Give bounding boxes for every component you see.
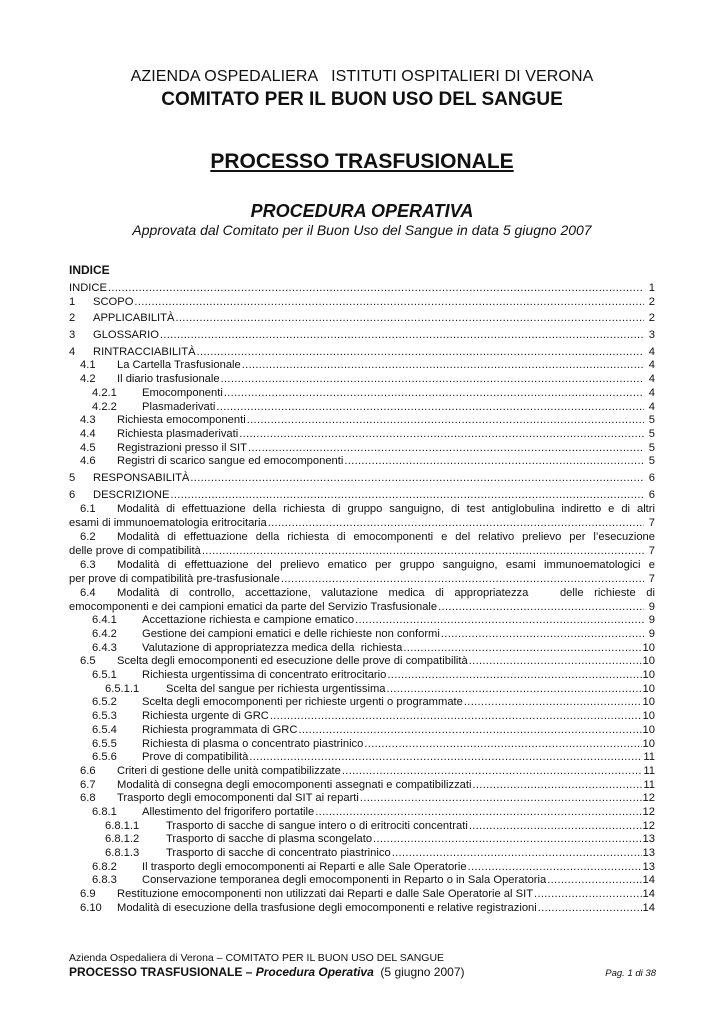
- toc-entry-page: 10: [642, 710, 655, 723]
- approval-note: Approvata dal Comitato per il Buon Uso del Sangue in data 5 giugno 2007: [132, 222, 592, 238]
- toc-entry[interactable]: [69, 833, 655, 847]
- footer-organization: Azienda Ospedaliera di Verona – COMITATO PER IL BUON USO DEL SANGUE: [69, 952, 445, 964]
- toc-entry-page: 5: [648, 427, 655, 440]
- toc-entry-number: 4.4: [80, 427, 96, 440]
- toc-entry-text: Allestimento del frigorifero portatile: [142, 805, 315, 818]
- toc-entry-text: Plasmaderivati: [142, 400, 216, 413]
- toc-entry[interactable]: [69, 455, 655, 469]
- toc-entry-number: 6.8.3: [92, 874, 117, 887]
- toc-entry-number: 1: [69, 295, 76, 308]
- toc-entry-page: 11: [643, 764, 655, 777]
- toc-entry-number: 4: [69, 345, 76, 358]
- toc-entry-number: 4.6: [80, 455, 96, 468]
- toc-entry-number: 6.5.5: [92, 737, 117, 750]
- toc-entry-number: 6.8.1.1: [105, 819, 140, 832]
- toc-entry-page: 4: [648, 386, 655, 399]
- toc-entry-number: 6.7: [80, 778, 96, 791]
- toc-entry-number: 6.4.2: [92, 628, 117, 640]
- toc-entry[interactable]: [69, 312, 655, 326]
- toc-entry-text: Richiesta urgente di GRC: [142, 710, 269, 723]
- toc-entry[interactable]: [69, 655, 655, 669]
- footer-doc-type: Procedura Operativa: [255, 965, 374, 979]
- toc-entry-text: APPLICABILITÀ: [93, 312, 175, 325]
- toc-entry-page: 12: [642, 792, 655, 805]
- toc-entry-text-cont: emocomponenti e dei campioni ematici da parte del Servizio Trasfusionale: [69, 601, 438, 614]
- toc-entry-text: DESCRIZIONE: [93, 488, 170, 501]
- toc-entry[interactable]: [69, 738, 655, 752]
- toc-entry-text: Trasporto di sacche di concentrato piastrinico: [166, 847, 391, 859]
- toc-entry[interactable]: [69, 329, 655, 343]
- toc-entry-text: Trasporto degli emocomponenti dal SIT ai reparti: [117, 792, 359, 805]
- toc-entry-page: 10: [642, 696, 655, 709]
- toc-entry-page: 13: [642, 833, 655, 846]
- toc-entry-text: Richiesta programmata di GRC: [142, 723, 298, 736]
- toc-entry-text: La Cartella Trasfusionale: [117, 359, 241, 372]
- toc-entry-number: 6.5.1.1: [105, 682, 140, 695]
- toc-entry-page: 10: [642, 737, 655, 750]
- toc-entry-text: Accettazione richiesta e campione ematico: [142, 614, 355, 627]
- footer-doc-title: PROCESSO TRASFUSIONALE –: [69, 965, 256, 979]
- toc-entry[interactable]: [69, 642, 655, 656]
- toc-entry-text: Scelta degli emocomponenti ed esecuzione delle prove di compatibilità: [117, 655, 468, 668]
- toc-entry[interactable]: [69, 628, 655, 642]
- toc-entry[interactable]: [69, 683, 655, 697]
- toc-entry-number: 4.5: [80, 441, 96, 454]
- toc-entry-number: 6.5.2: [92, 696, 117, 709]
- toc-entry[interactable]: [69, 296, 655, 310]
- toc-entry-number: 2: [69, 312, 76, 325]
- toc-entry-text: Modalità di consegna degli emocomponenti assegnati e compatibilizzati: [117, 778, 472, 791]
- index-heading: INDICE: [69, 263, 110, 277]
- toc-entry-page: 4: [648, 345, 655, 358]
- toc-entry[interactable]: [69, 669, 655, 683]
- footer-document-line: [69, 965, 656, 979]
- toc-entry-page: 9: [648, 614, 655, 627]
- toc-entry-text: Criteri di gestione delle unità compatibilizzate: [117, 764, 341, 777]
- toc-entry[interactable]: [69, 282, 655, 296]
- toc-entry[interactable]: [69, 442, 655, 456]
- toc-entry[interactable]: [69, 359, 655, 373]
- table-of-contents: [69, 282, 655, 915]
- toc-entry-text: Richiesta di plasma o concentrato piastrinico: [142, 737, 364, 750]
- toc-entry-text: Gestione dei campioni ematici e delle richieste non conformi: [142, 628, 440, 640]
- toc-entry-text: Conservazione temporanea degli emocomponenti in Reparto o in Sala Operatoria: [142, 874, 547, 887]
- toc-entry-text: RESPONSABILITÀ: [93, 471, 190, 484]
- toc-entry[interactable]: [69, 751, 655, 765]
- committee-header: COMITATO PER IL BUON USO DEL SANGUE: [161, 89, 563, 110]
- toc-entry-text: INDICE: [69, 282, 107, 294]
- toc-entry[interactable]: [69, 586, 655, 614]
- toc-entry[interactable]: [69, 387, 655, 401]
- toc-entry[interactable]: [69, 472, 655, 486]
- toc-entry-page: 7: [648, 517, 655, 530]
- footer-date: (5 giugno 2007): [373, 965, 465, 979]
- toc-entry[interactable]: [69, 779, 655, 793]
- toc-entry-page: 13: [642, 860, 655, 873]
- toc-entry-number: 6.3: [80, 559, 96, 572]
- toc-entry-page: 1: [648, 282, 655, 294]
- toc-entry[interactable]: [69, 373, 655, 387]
- toc-entry-text: Il trasporto degli emocomponenti ai Reparti e alle Sale Operatorie: [142, 860, 467, 873]
- toc-entry[interactable]: [69, 724, 655, 738]
- toc-entry-text: Emocomponenti: [142, 386, 223, 399]
- toc-entry-page: 4: [648, 373, 655, 386]
- toc-entry-number: 6.4: [80, 587, 96, 600]
- toc-entry[interactable]: [69, 765, 655, 779]
- toc-entry-number: 3: [69, 329, 76, 342]
- toc-entry-number: 6.5.6: [92, 751, 117, 764]
- toc-entry-page: 14: [642, 888, 655, 901]
- toc-entry[interactable]: [69, 428, 655, 442]
- toc-entry[interactable]: [69, 874, 655, 888]
- toc-entry-text: Modalità di effettuazione della richiesta di gruppo sanguigno, di test antiglobulina indiretto e di altri: [117, 503, 655, 516]
- toc-entry-page: 10: [642, 641, 655, 654]
- toc-entry[interactable]: [69, 530, 655, 558]
- toc-entry-page: 4: [648, 400, 655, 413]
- toc-entry[interactable]: [69, 614, 655, 628]
- toc-entry[interactable]: [69, 558, 655, 586]
- toc-entry-page: 13: [642, 847, 655, 859]
- toc-entry[interactable]: [69, 489, 655, 503]
- toc-entry-number: 4.2.2: [92, 400, 117, 413]
- toc-entry[interactable]: [69, 696, 655, 710]
- toc-entry-page: 14: [642, 901, 655, 914]
- toc-entry-number: 4.3: [80, 414, 96, 427]
- toc-entry-page: 6: [648, 471, 655, 484]
- toc-entry-number: 6.5: [80, 655, 96, 668]
- toc-entry-number: 6.6: [80, 764, 96, 777]
- toc-entry-text: Valutazione di appropriatezza medica della richiesta: [142, 641, 403, 654]
- toc-entry[interactable]: [69, 414, 655, 428]
- toc-entry-text: SCOPO: [93, 295, 134, 308]
- toc-entry-text: GLOSSARIO: [93, 329, 159, 342]
- toc-entry-page: 10: [642, 682, 655, 695]
- toc-entry-page: 5: [648, 414, 655, 427]
- toc-entry-page: 12: [642, 805, 655, 818]
- toc-entry-text: Modalità di esecuzione della trasfusione degli emocomponenti e relative registrazioni: [117, 901, 537, 914]
- toc-entry-number: 4.1: [80, 359, 96, 372]
- toc-entry-number: 6.1: [80, 503, 96, 516]
- toc-entry-number: 6.4.3: [92, 641, 117, 654]
- toc-entry-text: Trasporto di sacche di plasma scongelato: [166, 833, 373, 846]
- toc-entry-number: 6.2: [80, 531, 96, 544]
- toc-entry[interactable]: [69, 401, 655, 415]
- toc-entry[interactable]: [69, 806, 655, 820]
- toc-entry-page: 5: [648, 455, 655, 468]
- toc-entry-page: 5: [648, 441, 655, 454]
- toc-entry-page: 6: [648, 488, 655, 501]
- toc-entry[interactable]: [69, 902, 655, 916]
- toc-entry-number: 6.8.1.3: [105, 847, 140, 859]
- document-subtitle: PROCEDURA OPERATIVA: [250, 201, 474, 221]
- toc-entry-page: 9: [648, 601, 655, 614]
- toc-entry[interactable]: [69, 820, 655, 834]
- toc-entry-text: Modalità di effettuazione della richiesta di emocomponenti e del relativo prelievo per l’esecuzione: [117, 531, 655, 544]
- toc-entry-number: 6.4.1: [92, 614, 117, 627]
- toc-entry-text: Richiesta plasmaderivati: [117, 427, 239, 440]
- toc-entry-number: 6.8.1.2: [105, 833, 140, 846]
- toc-entry-number: 4.2.1: [92, 386, 117, 399]
- toc-entry-text: Richiesta emocomponenti: [117, 414, 246, 427]
- toc-entry[interactable]: [69, 710, 655, 724]
- toc-entry-text-cont: esami di immunoematologia eritrocitaria: [69, 517, 267, 530]
- toc-entry-page: 11: [643, 751, 655, 764]
- toc-entry-text: Richiesta urgentissima di concentrato eritrocitario: [142, 669, 387, 682]
- toc-entry-number: 6.8.1: [92, 805, 117, 818]
- toc-entry-page: 10: [642, 669, 655, 682]
- toc-entry-number: 5: [69, 471, 76, 484]
- toc-entry-page: 3: [648, 329, 655, 342]
- toc-entry[interactable]: [69, 888, 655, 902]
- toc-entry-number: 6.8.2: [92, 860, 117, 873]
- toc-entry-text: Scelta del sangue per richiesta urgentissima: [166, 682, 386, 695]
- toc-entry-text-cont: per prove di compatibilità pre-trasfusionale: [69, 573, 280, 586]
- toc-entry[interactable]: [69, 847, 655, 861]
- toc-entry-text: Modalità di controllo, accettazione, valutazione medica di appropriatezza delle richieste di: [117, 587, 655, 600]
- toc-entry-page: 11: [643, 778, 655, 791]
- toc-entry-page: 7: [648, 573, 655, 586]
- organization-header: AZIENDA OSPEDALIERA ISTITUTI OSPITALIERI DI VERONA: [130, 68, 594, 85]
- toc-entry-text: Scelta degli emocomponenti per richieste urgenti o programmate: [142, 696, 463, 709]
- toc-entry-text: Trasporto di sacche di sangue intero o di eritrociti concentrati: [166, 819, 468, 832]
- toc-entry[interactable]: [69, 861, 655, 875]
- toc-entry-text: Restituzione emocomponenti non utilizzati dai Reparti e dalle Sale Operatorie al SIT: [117, 888, 534, 901]
- toc-entry-page: 7: [648, 545, 655, 558]
- toc-entry[interactable]: [69, 346, 655, 360]
- toc-entry-text: Prove di compatibilità: [142, 751, 249, 764]
- toc-entry-page: 10: [642, 655, 655, 668]
- toc-entry-text: Modalità di effettuazione del prelievo ematico per gruppo sanguigno, esami immunoematologici e: [117, 559, 655, 572]
- footer-document-info: [69, 965, 465, 979]
- toc-entry-number: 6.10: [80, 901, 102, 914]
- toc-entry-page: 9: [648, 628, 655, 640]
- toc-entry-number: 6.5.1: [92, 669, 117, 682]
- toc-entry-text: Il diario trasfusionale: [117, 373, 220, 386]
- toc-entry-number: 6: [69, 488, 76, 501]
- toc-entry-number: 6.8: [80, 792, 96, 805]
- toc-entry-page: 2: [648, 295, 655, 308]
- page-number: Pag. 1 di 38: [605, 968, 656, 979]
- toc-entry-number: 6.5.3: [92, 710, 117, 723]
- toc-entry-number: 6.5.4: [92, 723, 117, 736]
- toc-entry-text: Registri di scarico sangue ed emocomponenti: [117, 455, 344, 468]
- toc-entry[interactable]: [69, 792, 655, 806]
- toc-entry-page: 14: [642, 874, 655, 887]
- toc-entry-text: RINTRACCIABILITÀ: [93, 345, 196, 358]
- toc-entry-page: 2: [648, 312, 655, 325]
- toc-entry-text: Registrazioni presso il SIT: [117, 441, 247, 454]
- toc-entry-text-cont: delle prove di compatibilità: [69, 545, 201, 558]
- toc-entry-page: 4: [648, 359, 655, 372]
- toc-entry-page: 12: [642, 819, 655, 832]
- toc-entry[interactable]: [69, 502, 655, 530]
- document-title: PROCESSO TRASFUSIONALE: [210, 150, 514, 173]
- toc-entry-number: 6.9: [80, 888, 96, 901]
- toc-entry-page: 10: [642, 723, 655, 736]
- toc-entry-number: 4.2: [80, 373, 96, 386]
